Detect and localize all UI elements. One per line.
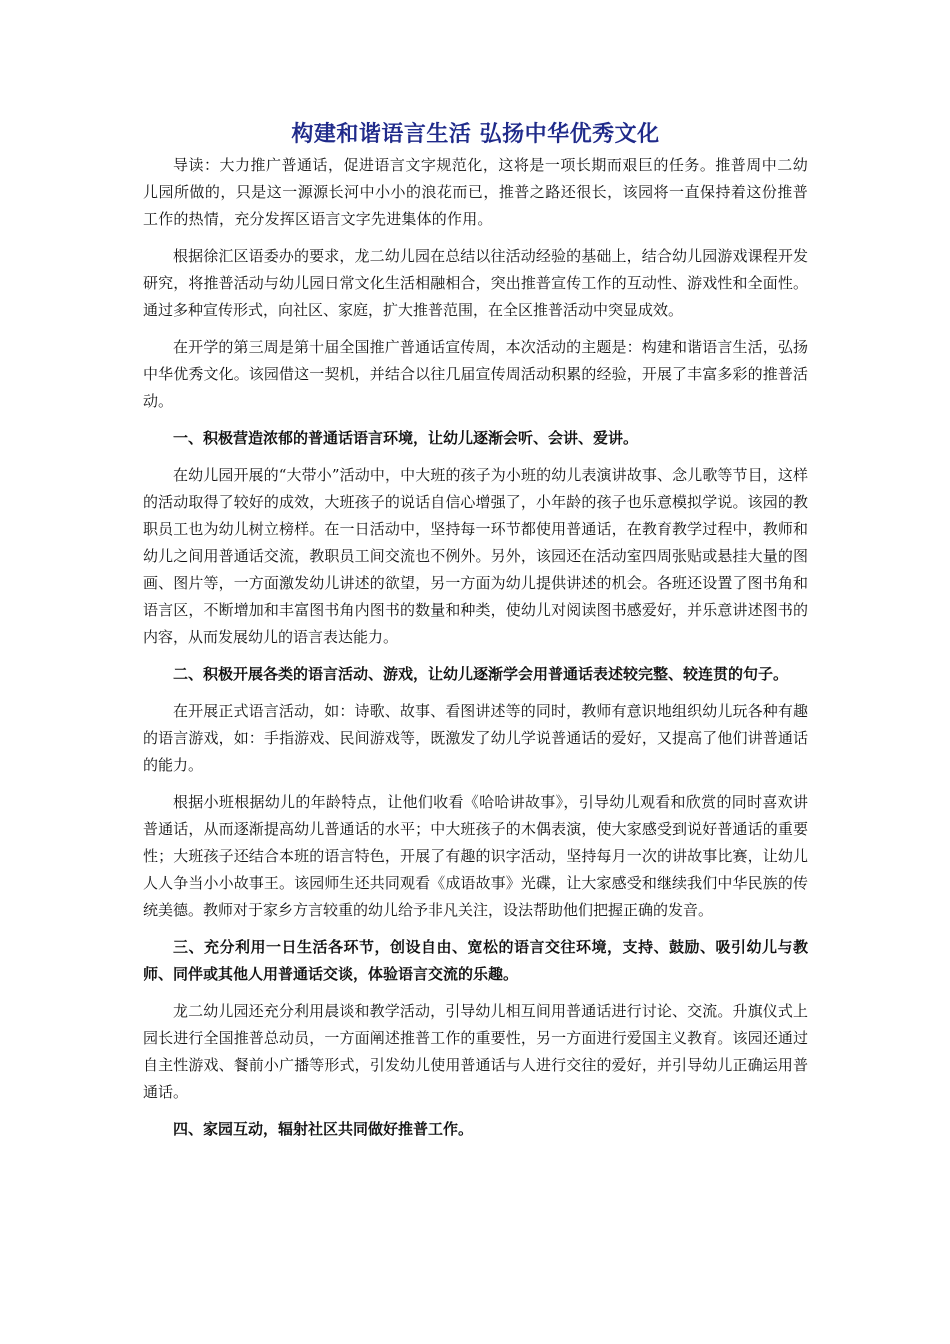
body-paragraph: 根据徐汇区语委办的要求，龙二幼儿园在总结以往活动经验的基础上，结合幼儿园游戏课程开发研究，将推普活动与幼儿园日常文化生活相融相合，突出推普宣传工作的互动性、游戏性和全面性。通过多种宣传形式，向社区、家庭，扩大推普范围，在全区推普活动中突显成效。 [143, 247, 808, 319]
body-paragraph: 在开学的第三周是第十届全国推广普通话宣传周，本次活动的主题是：构建和谐语言生活，弘扬中华优秀文化。该园借这一契机，并结合以往几届宣传周活动积累的经验，开展了丰富多彩的推普活动。 [143, 338, 808, 410]
section-heading-3: 三、充分利用一日生活各环节，创设自由、宽松的语言交往环境，支持、鼓励、吸引幼儿与教师、同伴或其他人用普通话交谈，体验语言交流的乐趣。 [143, 938, 808, 983]
body-paragraph: 在幼儿园开展的“大带小”活动中，中大班的孩子为小班的幼儿表演讲故事、念儿歌等节目，这样的活动取得了较好的成效，大班孩子的说话自信心增强了，小年龄的孩子也乐意模拟学说。该园的教职员工也为幼儿树立榜样。在一日活动中，坚持每一环节都使用普通话，在教育教学过程中，教师和幼儿之间用普通话交流，教职员工间交流也不例外。另外，该园还在活动室四周张贴或悬挂大量的图画、图片等，一方面激发幼儿讲述的欲望，另一方面为幼儿提供讲述的机会。各班还设置了图书角和语言区，不断增加和丰富图书角内图书的数量和种类，使幼儿对阅读图书感爱好，并乐意讲述图书的内容，从而发展幼儿的语言表达能力。 [143, 466, 808, 646]
body-paragraph: 根据小班根据幼儿的年龄特点，让他们收看《哈哈讲故事》，引导幼儿观看和欣赏的同时喜欢讲普通话，从而逐渐提高幼儿普通话的水平；中大班孩子的木偶表演，使大家感受到说好普通话的重要性；大班孩子还结合本班的语言特色，开展了有趣的识字活动，坚持每月一次的讲故事比赛，让幼儿人人争当小小故事王。该园师生还共同观看《成语故事》光碟，让大家感受和继续我们中华民族的传统美德。教师对于家乡方言较重的幼儿给予非凡关注，设法帮助他们把握正确的发音。 [143, 793, 808, 919]
document-page [143, 120, 808, 1153]
section-heading-4: 四、家园互动，辐射社区共同做好推普工作。 [173, 1120, 474, 1138]
document-title: 构建和谐语言生活 弘扬中华优秀文化 [291, 122, 660, 147]
body-paragraph: 在开展正式语言活动，如：诗歌、故事、看图讲述等的同时，教师有意识地组织幼儿玩各种有趣的语言游戏，如：手指游戏、民间游戏等，既激发了幼儿学说普通话的爱好，又提高了他们讲普通话的能力。 [143, 702, 808, 774]
section-heading-1: 一、积极营造浓郁的普通话语言环境，让幼儿逐渐会听、会讲、爱讲。 [173, 429, 639, 447]
section-heading-2: 二、积极开展各类的语言活动、游戏，让幼儿逐渐学会用普通话表述较完整、较连贯的句子。 [173, 665, 789, 683]
lead-paragraph: 导读：大力推广普通话，促进语言文字规范化，这将是一项长期而艰巨的任务。推普周中二幼儿园所做的，只是这一源源长河中小小的浪花而已，推普之路还很长，该园将一直保持着这份推普工作的热情，充分发挥区语言文字先进集体的作用。 [143, 156, 808, 228]
body-paragraph: 龙二幼儿园还充分利用晨谈和教学活动，引导幼儿相互间用普通话进行讨论、交流。升旗仪式上园长进行全国推普总动员，一方面阐述推普工作的重要性，另一方面进行爱国主义教育。该园还通过自主性游戏、餐前小广播等形式，引发幼儿使用普通话与人进行交往的爱好，并引导幼儿正确运用普通话。 [143, 1002, 808, 1101]
